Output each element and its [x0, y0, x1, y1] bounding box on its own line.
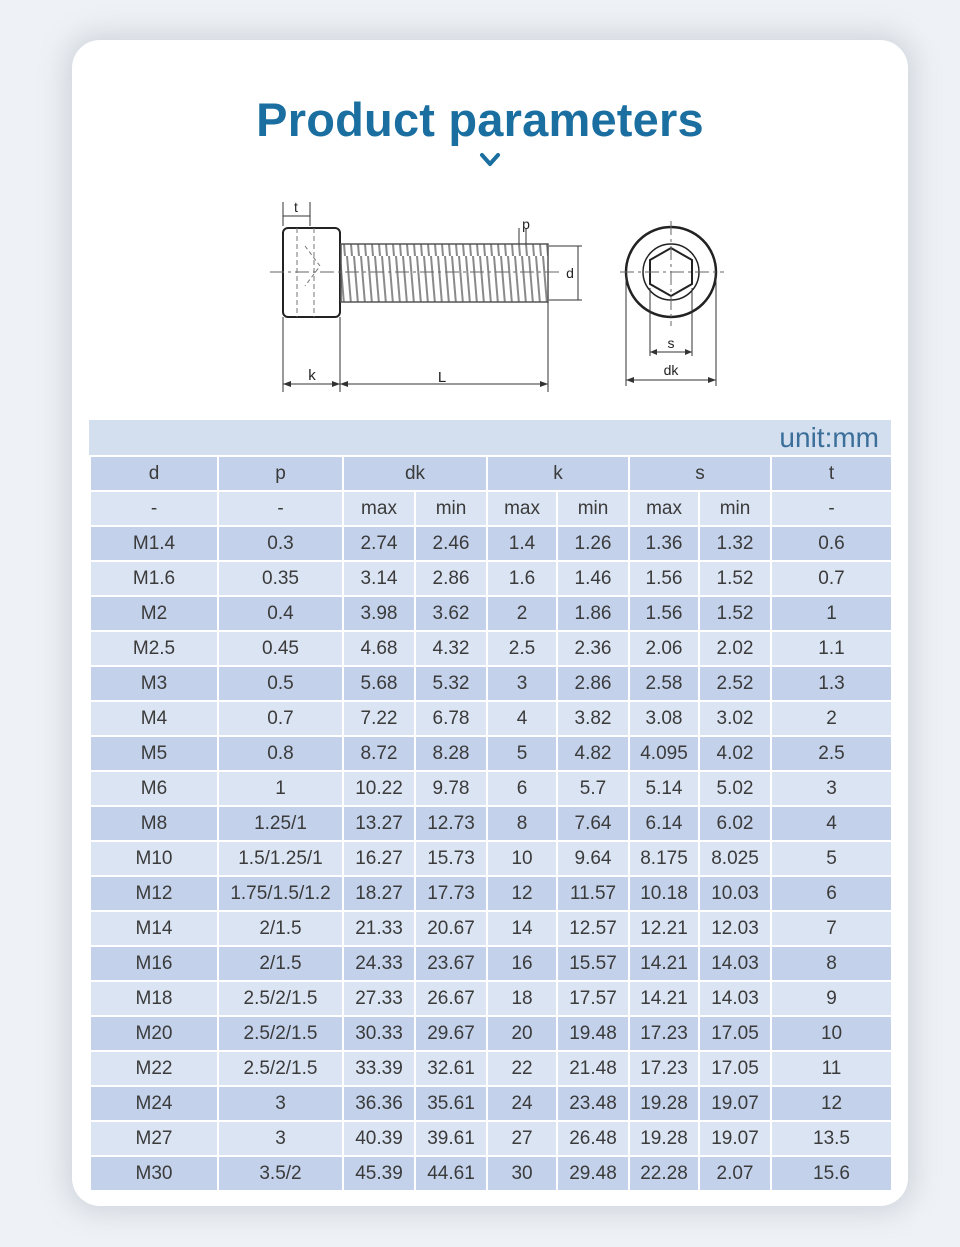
table-cell: 20.67	[415, 911, 487, 946]
table-cell: 1.52	[699, 596, 771, 631]
table-cell: 10.03	[699, 876, 771, 911]
table-cell: M1.4	[90, 526, 218, 561]
table-cell: 0.35	[218, 561, 343, 596]
table-cell: 1	[771, 596, 892, 631]
table-cell: 4.68	[343, 631, 415, 666]
header-row-primary	[90, 456, 892, 491]
table-cell: 10	[487, 841, 557, 876]
table-cell: 2.5/2/1.5	[218, 981, 343, 1016]
table-cell: 8.28	[415, 736, 487, 771]
sub-header: max	[629, 491, 699, 526]
table-cell: 35.61	[415, 1086, 487, 1121]
table-cell: 7.64	[557, 806, 629, 841]
label-k: k	[308, 367, 316, 384]
table-row	[90, 876, 892, 911]
table-cell: 15.6	[771, 1156, 892, 1191]
table-cell: 6	[771, 876, 892, 911]
table-cell: 19.28	[629, 1121, 699, 1156]
table-row	[90, 1051, 892, 1086]
table-cell: M5	[90, 736, 218, 771]
sub-header: min	[557, 491, 629, 526]
table-cell: 17.05	[699, 1016, 771, 1051]
sub-header: min	[415, 491, 487, 526]
page-title: Product parameters	[256, 93, 704, 146]
table-cell: 7.22	[343, 701, 415, 736]
table-cell: 8.72	[343, 736, 415, 771]
table-cell: 4	[771, 806, 892, 841]
table-cell: 2.5	[771, 736, 892, 771]
screw-dimension-diagram	[262, 196, 742, 396]
table-cell: 1.1	[771, 631, 892, 666]
table-row	[90, 736, 892, 771]
table-cell: 4.32	[415, 631, 487, 666]
table-cell: 39.61	[415, 1121, 487, 1156]
table-cell: 19.48	[557, 1016, 629, 1051]
table-cell: 19.07	[699, 1086, 771, 1121]
table-cell: 0.8	[218, 736, 343, 771]
table-cell: 2.5	[487, 631, 557, 666]
table-cell: 17.23	[629, 1016, 699, 1051]
table-cell: 3.98	[343, 596, 415, 631]
table-cell: 2.5/2/1.5	[218, 1051, 343, 1086]
table-cell: 12.57	[557, 911, 629, 946]
table-cell: 0.7	[771, 561, 892, 596]
table-cell: 12	[487, 876, 557, 911]
table-cell: 24	[487, 1086, 557, 1121]
table-cell: 3	[771, 771, 892, 806]
table-cell: 2	[487, 596, 557, 631]
table-cell: 22.28	[629, 1156, 699, 1191]
table-cell: 3	[218, 1121, 343, 1156]
table-cell: 2.06	[629, 631, 699, 666]
table-cell: 1.86	[557, 596, 629, 631]
table-cell: 2	[771, 701, 892, 736]
table-row	[90, 946, 892, 981]
table-cell: 0.5	[218, 666, 343, 701]
table-cell: 6.78	[415, 701, 487, 736]
table-cell: 13.5	[771, 1121, 892, 1156]
table-cell: 23.48	[557, 1086, 629, 1121]
table-cell: 1.25/1	[218, 806, 343, 841]
table-cell: 30.33	[343, 1016, 415, 1051]
table-row	[90, 666, 892, 701]
table-cell: 8.175	[629, 841, 699, 876]
table-cell: 17.73	[415, 876, 487, 911]
table-cell: M20	[90, 1016, 218, 1051]
table-cell: 33.39	[343, 1051, 415, 1086]
table-cell: 1.46	[557, 561, 629, 596]
threaded-shaft	[341, 244, 548, 302]
table-cell: 10.22	[343, 771, 415, 806]
sub-header: -	[90, 491, 218, 526]
table-cell: 0.7	[218, 701, 343, 736]
table-cell: 44.61	[415, 1156, 487, 1191]
table-cell: 22	[487, 1051, 557, 1086]
table-cell: 1	[218, 771, 343, 806]
table-cell: 0.3	[218, 526, 343, 561]
table-cell: M3	[90, 666, 218, 701]
table-cell: M4	[90, 701, 218, 736]
table-cell: 29.48	[557, 1156, 629, 1191]
label-dk: dk	[663, 362, 679, 378]
table-cell: 32.61	[415, 1051, 487, 1086]
table-row	[90, 561, 892, 596]
table-cell: 2/1.5	[218, 911, 343, 946]
sub-header: max	[487, 491, 557, 526]
column-header: d	[90, 456, 218, 491]
table-cell: 5.7	[557, 771, 629, 806]
table-cell: 17.57	[557, 981, 629, 1016]
table-cell: 29.67	[415, 1016, 487, 1051]
table-row	[90, 1156, 892, 1191]
table-cell: 13.27	[343, 806, 415, 841]
label-t: t	[294, 199, 298, 215]
table-row	[90, 701, 892, 736]
table-cell: 3.14	[343, 561, 415, 596]
table-cell: 19.07	[699, 1121, 771, 1156]
table-cell: 3.02	[699, 701, 771, 736]
table-cell: 6.02	[699, 806, 771, 841]
table-cell: 5.68	[343, 666, 415, 701]
parameters-table	[89, 455, 893, 1192]
label-s: s	[667, 335, 675, 351]
sub-header: -	[771, 491, 892, 526]
table-cell: 8.025	[699, 841, 771, 876]
label-p: p	[522, 216, 530, 232]
table-cell: 8	[487, 806, 557, 841]
table-cell: 3	[218, 1086, 343, 1121]
table-cell: 10	[771, 1016, 892, 1051]
sub-header: min	[699, 491, 771, 526]
table-cell: 8	[771, 946, 892, 981]
table-cell: 1.52	[699, 561, 771, 596]
table-row	[90, 1086, 892, 1121]
table-cell: 14.21	[629, 946, 699, 981]
table-cell: 3.08	[629, 701, 699, 736]
table-cell: 14.03	[699, 981, 771, 1016]
table-cell: 5.14	[629, 771, 699, 806]
table-cell: 2.02	[699, 631, 771, 666]
table-cell: 2.52	[699, 666, 771, 701]
table-cell: 3.5/2	[218, 1156, 343, 1191]
table-cell: 27	[487, 1121, 557, 1156]
table-cell: 21.48	[557, 1051, 629, 1086]
table-cell: 11.57	[557, 876, 629, 911]
column-header: t	[771, 456, 892, 491]
table-cell: M2.5	[90, 631, 218, 666]
table-row	[90, 1016, 892, 1051]
table-cell: 12	[771, 1086, 892, 1121]
column-header: dk	[343, 456, 487, 491]
table-cell: 40.39	[343, 1121, 415, 1156]
table-cell: 16.27	[343, 841, 415, 876]
table-cell: 14.03	[699, 946, 771, 981]
table-cell: 45.39	[343, 1156, 415, 1191]
table-cell: 1.56	[629, 561, 699, 596]
sub-header: max	[343, 491, 415, 526]
table-cell: 6.14	[629, 806, 699, 841]
table-cell: M14	[90, 911, 218, 946]
table-cell: 1.36	[629, 526, 699, 561]
table-cell: 2.36	[557, 631, 629, 666]
table-cell: 17.23	[629, 1051, 699, 1086]
table-cell: M16	[90, 946, 218, 981]
table-row	[90, 771, 892, 806]
table-cell: 36.36	[343, 1086, 415, 1121]
table-cell: 1.6	[487, 561, 557, 596]
table-cell: 14.21	[629, 981, 699, 1016]
table-cell: 24.33	[343, 946, 415, 981]
table-cell: 20	[487, 1016, 557, 1051]
table-cell: 2.07	[699, 1156, 771, 1191]
table-cell: 4.095	[629, 736, 699, 771]
table-cell: 2.5/2/1.5	[218, 1016, 343, 1051]
table-cell: 1.5/1.25/1	[218, 841, 343, 876]
table-cell: M2	[90, 596, 218, 631]
table-row	[90, 1121, 892, 1156]
table-cell: M30	[90, 1156, 218, 1191]
column-header: p	[218, 456, 343, 491]
table-cell: M27	[90, 1121, 218, 1156]
table-cell: 11	[771, 1051, 892, 1086]
table-cell: M8	[90, 806, 218, 841]
table-cell: 14	[487, 911, 557, 946]
table-cell: 16	[487, 946, 557, 981]
table-cell: 5.02	[699, 771, 771, 806]
table-row	[90, 596, 892, 631]
table-row	[90, 841, 892, 876]
table-cell: 1.3	[771, 666, 892, 701]
table-cell: 1.75/1.5/1.2	[218, 876, 343, 911]
table-cell: 3	[487, 666, 557, 701]
table-cell: 26.48	[557, 1121, 629, 1156]
table-cell: 15.57	[557, 946, 629, 981]
table-cell: 17.05	[699, 1051, 771, 1086]
table-cell: 27.33	[343, 981, 415, 1016]
table-cell: 3.82	[557, 701, 629, 736]
table-cell: 2/1.5	[218, 946, 343, 981]
label-L: L	[437, 369, 447, 386]
table-cell: 6	[487, 771, 557, 806]
table-cell: 10.18	[629, 876, 699, 911]
column-header: s	[629, 456, 771, 491]
unit-bar	[89, 420, 891, 455]
table-cell: 12.21	[629, 911, 699, 946]
table-cell: 2.86	[415, 561, 487, 596]
table-cell: 0.6	[771, 526, 892, 561]
table-cell: 5	[771, 841, 892, 876]
screw-head-end-view	[620, 221, 724, 326]
table-row	[90, 806, 892, 841]
table-cell: M24	[90, 1086, 218, 1121]
table-cell: 15.73	[415, 841, 487, 876]
table-cell: 21.33	[343, 911, 415, 946]
table-cell: 9.64	[557, 841, 629, 876]
table-cell: 0.4	[218, 596, 343, 631]
table-cell: 0.45	[218, 631, 343, 666]
table-cell: 23.67	[415, 946, 487, 981]
table-cell: 2.86	[557, 666, 629, 701]
column-header: k	[487, 456, 629, 491]
table-cell: 2.74	[343, 526, 415, 561]
header-row-secondary	[90, 491, 892, 526]
table-cell: M22	[90, 1051, 218, 1086]
table-cell: M10	[90, 841, 218, 876]
table-cell: 30	[487, 1156, 557, 1191]
table-cell: 9	[771, 981, 892, 1016]
table-cell: 1.56	[629, 596, 699, 631]
table-cell: 9.78	[415, 771, 487, 806]
table-cell: 12.03	[699, 911, 771, 946]
table-cell: 3.62	[415, 596, 487, 631]
table-cell: 1.4	[487, 526, 557, 561]
table-row	[90, 981, 892, 1016]
table-cell: 12.73	[415, 806, 487, 841]
table-cell: 5	[487, 736, 557, 771]
table-cell: 4	[487, 701, 557, 736]
table-row	[90, 631, 892, 666]
table-cell: 18	[487, 981, 557, 1016]
table-row	[90, 526, 892, 561]
table-cell: 1.26	[557, 526, 629, 561]
table-cell: M18	[90, 981, 218, 1016]
chevron-down-icon	[478, 150, 502, 170]
table-cell: M6	[90, 771, 218, 806]
table-cell: M12	[90, 876, 218, 911]
table-row	[90, 911, 892, 946]
sub-header: -	[218, 491, 343, 526]
table-cell: 7	[771, 911, 892, 946]
unit-label: unit:mm	[779, 422, 879, 453]
label-d: d	[566, 265, 574, 281]
table-cell: 4.82	[557, 736, 629, 771]
table-cell: 4.02	[699, 736, 771, 771]
table-cell: 1.32	[699, 526, 771, 561]
table-cell: 26.67	[415, 981, 487, 1016]
table-cell: M1.6	[90, 561, 218, 596]
table-cell: 5.32	[415, 666, 487, 701]
table-cell: 2.58	[629, 666, 699, 701]
table-cell: 18.27	[343, 876, 415, 911]
table-cell: 2.46	[415, 526, 487, 561]
table-cell: 19.28	[629, 1086, 699, 1121]
